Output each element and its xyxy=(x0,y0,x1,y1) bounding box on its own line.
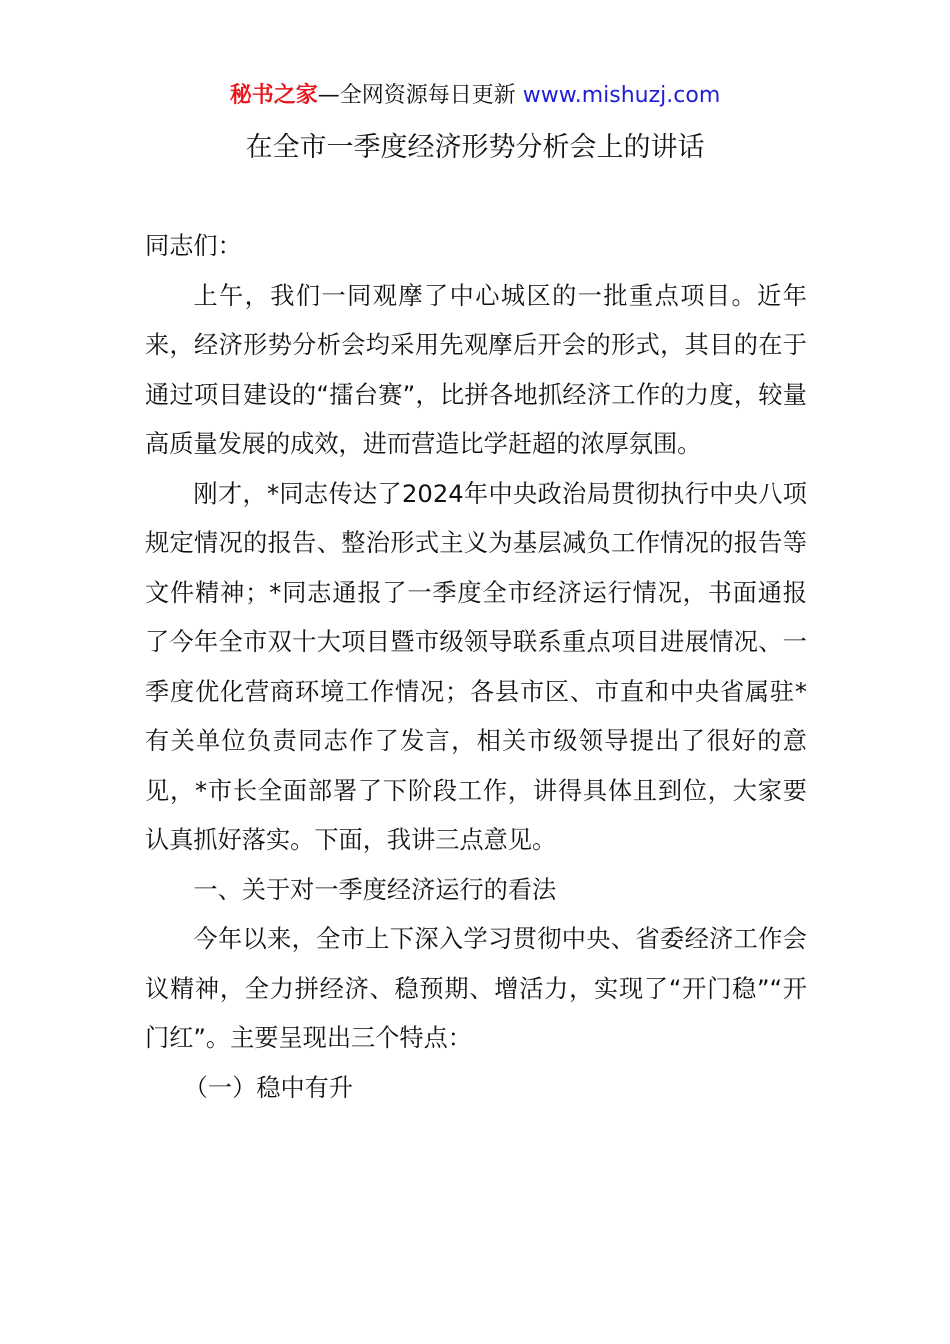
section-heading-1: 一、关于对一季度经济运行的看法 xyxy=(193,875,557,904)
header-tagline: —全网资源每日更新 xyxy=(317,83,523,108)
brand-name: 秘书之家 xyxy=(229,83,318,108)
paragraph-2: 刚才，*同志传达了2024年中央政治局贯彻执行中央八项规定情况的报告、整治形式主义为基层减负工作情况的报告等文件精神；*同志通报了一季度全市经济运行情况，书面通报了今年全市双十大项目暨市级领导联系重点项目进展情况、一季度优化营商环境工作情况；各县市区、市直和中央省属驻*有关单位负责同志作了发言，相关市级领导提出了很好的意见，*市长全面部署了下阶段工作，讲得具体且到位，大家要认真抓好落实。下面，我讲三点意见。 xyxy=(145,479,807,854)
paragraph-3: 今年以来，全市上下深入学习贯彻中央、省委经济工作会议精神，全力拼经济、稳预期、增活力，实现了“开门稳”“开门红”。主要呈现出三个特点： xyxy=(145,925,807,1052)
site-header xyxy=(0,80,950,112)
document-body xyxy=(145,222,807,1113)
document-title: 在全市一季度经济形势分析会上的讲话 xyxy=(245,132,705,163)
salutation: 同志们： xyxy=(145,232,242,260)
site-url[interactable]: www.mishuzj.com xyxy=(522,83,721,108)
subsection-heading-1: （一）稳中有升 xyxy=(183,1073,354,1102)
paragraph-1: 上午，我们一同观摩了中心城区的一批重点项目。近年来，经济形势分析会均采用先观摩后开会的形式，其目的在于通过项目建设的“擂台赛”，比拼各地抓经济工作的力度，较量高质量发展的成效，进而营造比学赶超的浓厚氛围。 xyxy=(145,281,807,458)
